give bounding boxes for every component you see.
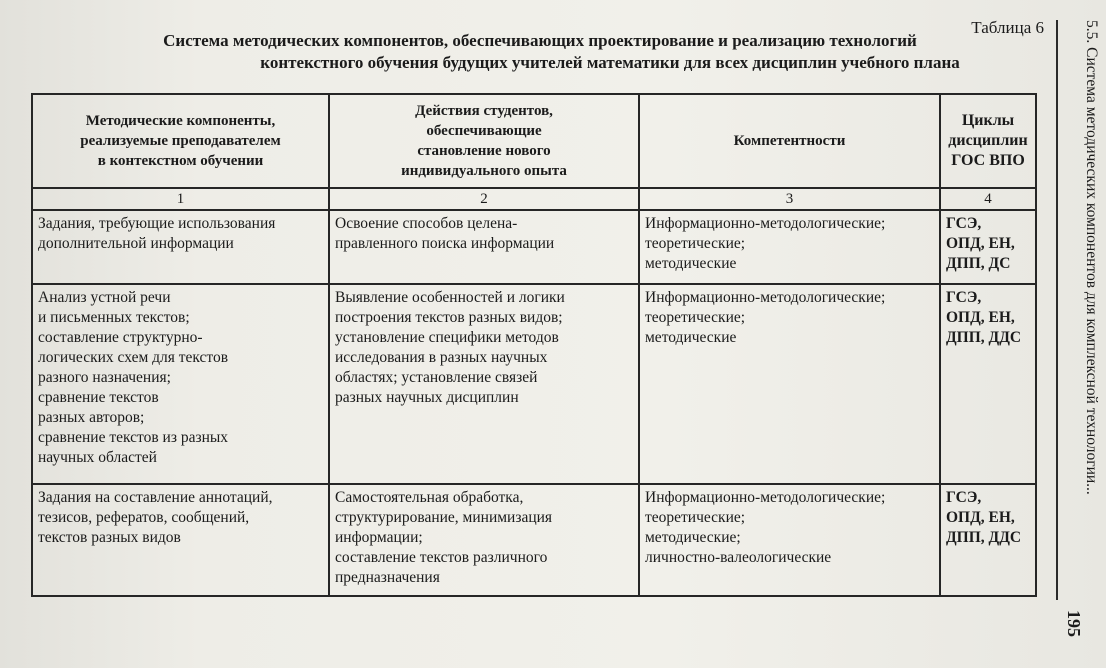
column-header-competencies: [639, 94, 940, 188]
cell-line: разных авторов;: [38, 409, 145, 426]
cell-line: методические;: [645, 529, 741, 546]
cell-line: теоретические;: [645, 509, 746, 526]
cell-line: предназначения: [335, 569, 440, 586]
cell-actions: [329, 484, 639, 596]
cell-line: ДПП, ДДС: [946, 329, 1022, 346]
table-title-line-2: контекстного обучения будущих учителей математики для всех дисциплин учебного плана: [260, 53, 960, 72]
cell-line: ОПД, ЕН,: [946, 509, 1015, 526]
cell-line: Выявление особенностей и логики: [335, 289, 565, 306]
cell-line: разного назначения;: [38, 369, 171, 386]
cell-line: личностно-валеологические: [645, 549, 832, 566]
cell-line: ГСЭ,: [946, 215, 982, 232]
cell-line: сравнение текстов: [38, 389, 159, 406]
cell-line: ДПП, ДС: [946, 255, 1011, 272]
column-number: 4: [940, 188, 1036, 210]
column-number: 2: [329, 188, 639, 210]
header-line: индивидуального опыта: [401, 163, 567, 179]
cell-line: ДПП, ДДС: [946, 529, 1022, 546]
cell-line: областях; установление связей: [335, 369, 538, 386]
header-line: реализуемые преподавателем: [80, 133, 281, 149]
cell-line: текстов разных видов: [38, 529, 181, 546]
cell-line: правленного поиска информации: [335, 235, 555, 252]
header-line: в контекстном обучении: [97, 153, 264, 169]
cell-cycles: [940, 284, 1036, 484]
running-head-text: 5.5. Система методических компонентов для комплексной технологии...: [1083, 20, 1100, 495]
cell-line: установление специфики методов: [335, 329, 559, 346]
cell-line: дополнительной информации: [38, 235, 234, 252]
header-line: Методические компоненты,: [85, 113, 276, 129]
header-line: Компетентности: [733, 133, 846, 149]
cell-line: научных областей: [38, 449, 157, 466]
column-number: 1: [32, 188, 329, 210]
cell-line: построения текстов разных видов;: [335, 309, 563, 326]
cell-cycles: [940, 210, 1036, 284]
cell-line: Информационно-методологические;: [645, 489, 886, 506]
cell-line: сравнение текстов из разных: [38, 429, 229, 446]
cell-line: ГСЭ,: [946, 489, 982, 506]
cell-line: разных научных дисциплин: [335, 389, 519, 406]
column-number: 3: [639, 188, 940, 210]
header-line: ГОС ВПО: [951, 152, 1025, 169]
cell-line: Задания, требующие использования: [38, 215, 276, 232]
cell-line: ОПД, ЕН,: [946, 235, 1015, 252]
header-line: обеспечивающие: [426, 123, 542, 139]
cell-line: теоретические;: [645, 309, 746, 326]
cell-actions: [329, 284, 639, 484]
cell-methodical: [32, 284, 329, 484]
table-header-row: [32, 94, 1036, 188]
page-number-text: 195: [1064, 610, 1084, 637]
table-row: [32, 484, 1036, 596]
cell-competencies: [639, 210, 940, 284]
methodical-components-table: [31, 93, 1037, 597]
cell-line: Информационно-методологические;: [645, 289, 886, 306]
cell-line: Анализ устной речи: [38, 289, 171, 306]
cell-line: методические: [645, 329, 737, 346]
running-head-rule: [1056, 20, 1058, 600]
cell-methodical: [32, 484, 329, 596]
cell-line: Задания на составление аннотаций,: [38, 489, 273, 506]
header-line: дисциплин: [948, 132, 1028, 149]
cell-line: Освоение способов целена-: [335, 215, 518, 232]
cell-line: теоретические;: [645, 235, 746, 252]
cell-competencies: [639, 284, 940, 484]
cell-line: Самостоятельная обработка,: [335, 489, 524, 506]
cell-line: ГСЭ,: [946, 289, 982, 306]
header-line: становление нового: [417, 143, 551, 159]
running-head: [1080, 20, 1102, 565]
cell-line: тезисов, рефератов, сообщений,: [38, 509, 250, 526]
cell-actions: [329, 210, 639, 284]
cell-line: исследования в разных научных: [335, 349, 548, 366]
table-number: Таблица 6: [971, 18, 1044, 37]
cell-line: методические: [645, 255, 737, 272]
cell-line: структурирование, минимизация: [335, 509, 553, 526]
page-number: [1064, 610, 1084, 650]
cell-line: составление текстов различного: [335, 549, 548, 566]
table-row: [32, 210, 1036, 284]
cell-line: Информационно-методологические;: [645, 215, 886, 232]
table-title: [40, 30, 1040, 74]
column-header-methodical: [32, 94, 329, 188]
column-header-actions: [329, 94, 639, 188]
column-header-cycles: [940, 94, 1036, 188]
cell-cycles: [940, 484, 1036, 596]
cell-line: составление структурно-: [38, 329, 203, 346]
cell-line: логических схем для текстов: [38, 349, 229, 366]
cell-line: ОПД, ЕН,: [946, 309, 1015, 326]
cell-line: информации;: [335, 529, 423, 546]
cell-competencies: [639, 484, 940, 596]
column-number-row: [32, 188, 1036, 210]
header-line: Циклы: [961, 112, 1015, 129]
table-row: [32, 284, 1036, 484]
header-line: Действия студентов,: [415, 103, 553, 119]
cell-methodical: [32, 210, 329, 284]
cell-line: и письменных текстов;: [38, 309, 190, 326]
table-title-line-1: Система методических компонентов, обеспечивающих проектирование и реализацию технологий: [163, 31, 917, 50]
